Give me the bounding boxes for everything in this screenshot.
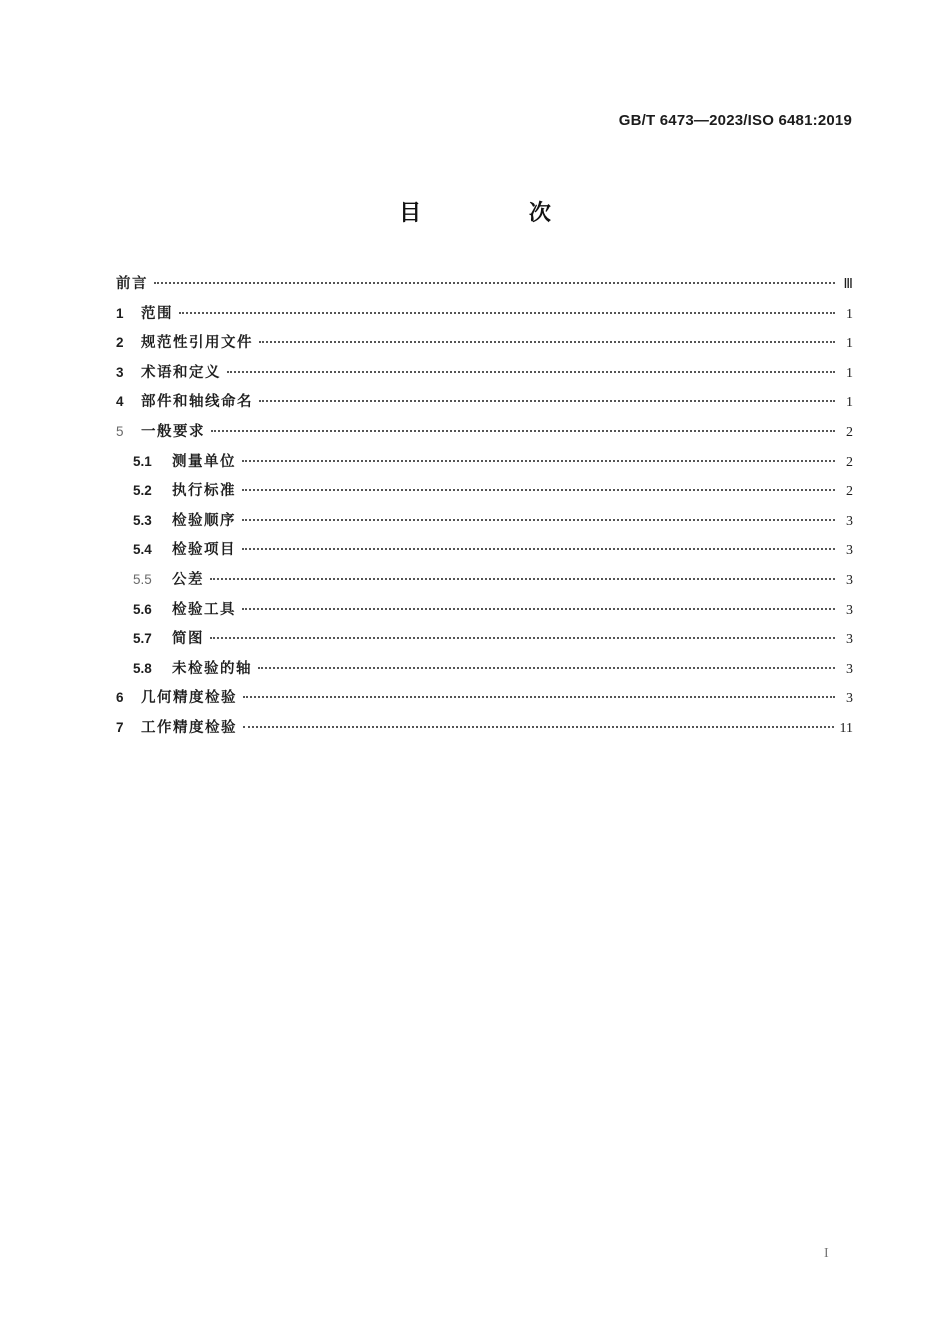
- toc-label: 一般要求: [141, 423, 205, 440]
- toc-page: 3: [846, 513, 853, 529]
- toc-page: 2: [846, 424, 853, 440]
- toc-entry-2[interactable]: [116, 331, 853, 361]
- toc-page: 3: [846, 572, 853, 588]
- toc-page: 3: [846, 691, 853, 707]
- toc-label: 未检验的轴: [172, 660, 252, 677]
- toc-leader: [242, 460, 835, 462]
- toc-number: 4: [116, 394, 124, 410]
- toc-leader: [210, 637, 835, 639]
- toc-leader: [227, 371, 835, 373]
- toc-number: 5.2: [133, 483, 152, 499]
- toc-page: 2: [846, 484, 853, 500]
- toc-leader: [179, 312, 835, 314]
- toc-entry-5-1[interactable]: [116, 450, 853, 480]
- toc-leader: [258, 667, 835, 669]
- toc-leader: [242, 519, 835, 521]
- toc-entry-5-7[interactable]: [116, 627, 853, 657]
- toc-number: 5: [116, 423, 124, 439]
- toc-page: 3: [846, 543, 853, 559]
- standard-number: GB/T 6473—2023/ISO 6481:2019: [618, 112, 852, 129]
- toc-number: 5.5: [133, 571, 152, 587]
- toc-leader: [259, 400, 835, 402]
- toc-number: 5.6: [133, 601, 152, 617]
- toc-number: 5.4: [133, 542, 152, 558]
- toc-page: 3: [846, 661, 853, 677]
- toc-label: 检验项目: [172, 542, 236, 559]
- toc-label: 部件和轴线命名: [141, 394, 253, 411]
- toc-entry-1[interactable]: [116, 302, 853, 332]
- toc-page: 3: [846, 632, 853, 648]
- toc-page: 1: [846, 395, 853, 411]
- toc-page: 3: [846, 602, 853, 618]
- toc-page: 1: [846, 365, 853, 381]
- toc-number: 7: [116, 719, 124, 735]
- toc-leader: [243, 696, 835, 698]
- toc-entry-6[interactable]: [116, 686, 853, 716]
- toc-entry-5-3[interactable]: [116, 509, 853, 539]
- toc-entry-4[interactable]: [116, 390, 853, 420]
- toc-label: 简图: [172, 631, 204, 648]
- toc-leader: [210, 578, 835, 580]
- toc-label: 公差: [172, 571, 204, 588]
- toc-label: 执行标准: [172, 483, 236, 500]
- toc-number: 5.1: [133, 453, 152, 469]
- toc-entry-5[interactable]: [116, 420, 853, 450]
- toc-leader: [242, 548, 835, 550]
- toc-leader: [242, 489, 835, 491]
- toc-number: 1: [116, 305, 124, 321]
- toc-label: 工作精度检验: [141, 719, 237, 736]
- toc-label: 术语和定义: [141, 364, 221, 381]
- toc-page: 11: [839, 720, 853, 736]
- toc-entry-foreword[interactable]: [116, 272, 853, 302]
- toc-leader: [242, 608, 835, 610]
- toc-number: 3: [116, 364, 124, 380]
- toc-page: 2: [846, 454, 853, 470]
- toc-number: 5.8: [133, 660, 152, 676]
- toc-entry-5-4[interactable]: [116, 538, 853, 568]
- toc-number: 2: [116, 335, 124, 351]
- toc-leader: [259, 341, 835, 343]
- toc-number: 6: [116, 690, 124, 706]
- toc-leader: [154, 282, 835, 284]
- toc-page: 1: [846, 336, 853, 352]
- toc-number: 5.3: [133, 512, 152, 528]
- page-title: 目 次: [399, 201, 601, 226]
- toc-leader: [211, 430, 835, 432]
- toc-label: 范围: [141, 305, 173, 322]
- toc-page: Ⅲ: [843, 277, 853, 292]
- toc-number: 5.7: [133, 631, 152, 647]
- toc-entry-5-8[interactable]: [116, 657, 853, 687]
- toc-label: 测量单位: [172, 453, 236, 470]
- toc-label: 检验顺序: [172, 512, 236, 529]
- toc-label: 规范性引用文件: [141, 335, 253, 352]
- toc-page: 1: [846, 306, 853, 322]
- toc-entry-5-5[interactable]: [116, 568, 853, 598]
- toc-leader: [243, 726, 834, 728]
- table-of-contents: [116, 272, 853, 746]
- toc-label: 几何精度检验: [141, 690, 237, 707]
- toc-label: 前言: [116, 276, 148, 292]
- toc-entry-5-6[interactable]: [116, 598, 853, 628]
- toc-entry-5-2[interactable]: [116, 479, 853, 509]
- toc-label: 检验工具: [172, 601, 236, 618]
- page-number: I: [824, 1246, 829, 1261]
- toc-entry-7[interactable]: [116, 716, 853, 746]
- toc-entry-3[interactable]: [116, 361, 853, 391]
